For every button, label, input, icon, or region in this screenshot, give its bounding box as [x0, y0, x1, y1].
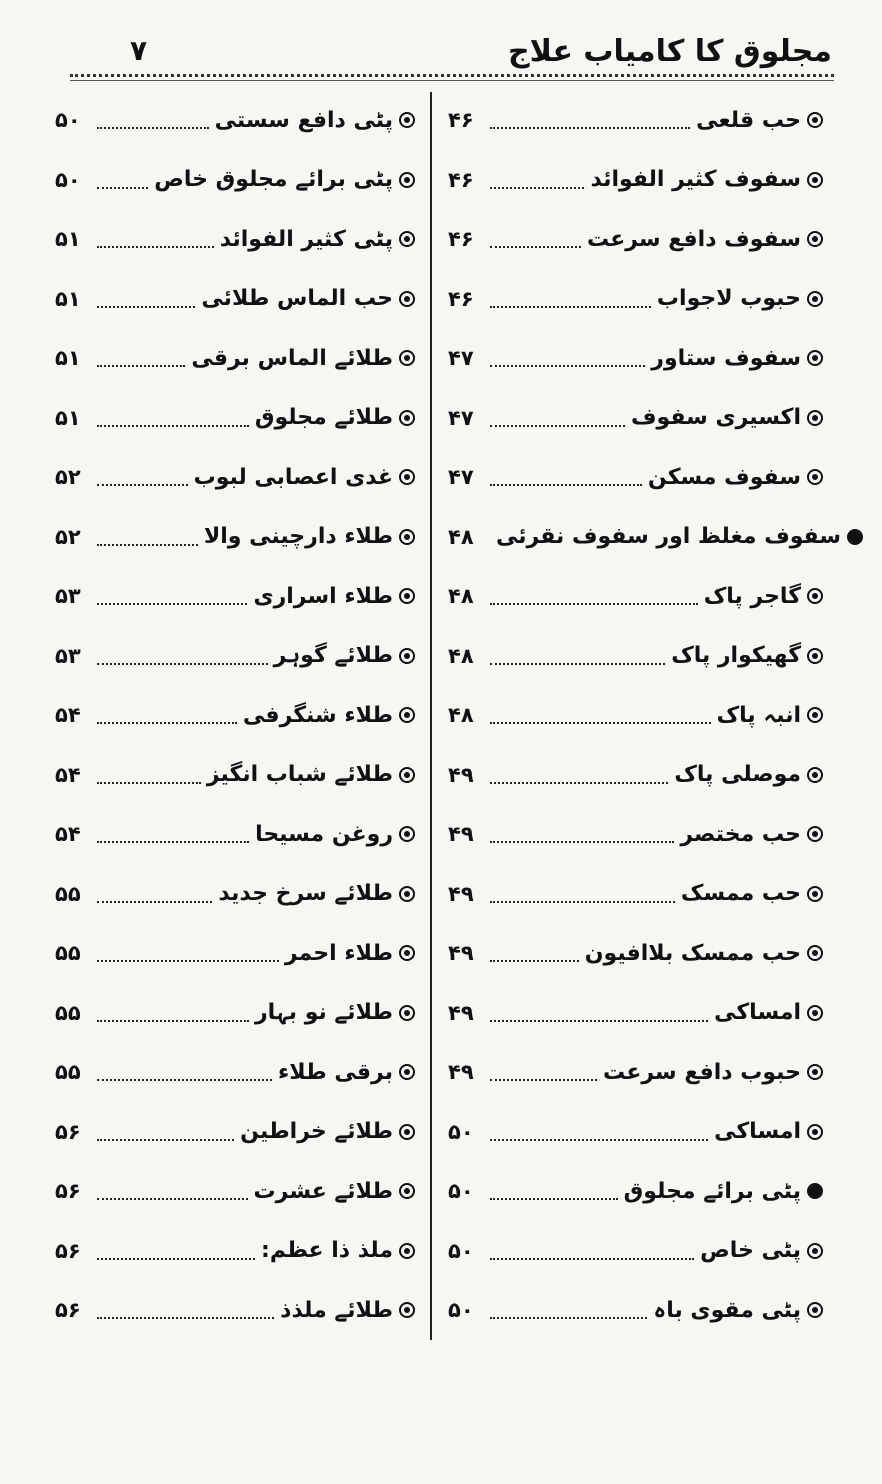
bullet-icon	[399, 350, 415, 366]
toc-page-number: ۵۶	[55, 1298, 81, 1322]
toc-entry-title: حب مختصر	[680, 821, 801, 847]
toc-page-number: ۵۲	[55, 465, 81, 489]
dot-leader	[490, 960, 579, 962]
dot-leader	[97, 960, 279, 962]
toc-entry-title: حب ممسک	[680, 881, 801, 906]
toc-entry-title: طلاء شنگرفی	[242, 702, 393, 728]
header-rule-thin	[70, 80, 834, 81]
toc-entry-title: سفوف دافع سرعت	[586, 226, 801, 252]
toc-entry	[448, 1231, 823, 1271]
dot-leader	[97, 1198, 248, 1200]
bullet-icon	[807, 1183, 823, 1199]
toc-entry	[448, 1052, 823, 1092]
bullet-icon	[807, 945, 823, 961]
dot-leader	[97, 663, 268, 665]
dot-leader	[490, 782, 668, 784]
toc-page-number: ۵۰	[448, 1179, 474, 1203]
bullet-icon	[399, 231, 415, 247]
dot-leader	[490, 306, 651, 308]
dot-leader	[490, 1020, 708, 1022]
bullet-icon	[807, 350, 823, 366]
toc-entry-title: طلائے نو بہار	[254, 1000, 393, 1025]
toc-page-number: ۵۲	[55, 524, 81, 549]
toc-entry	[55, 398, 415, 438]
toc-page-number: ۵۰	[448, 1119, 474, 1144]
toc-left-column	[55, 90, 415, 1350]
bullet-icon	[399, 291, 415, 307]
toc-page-number: ۵۱	[55, 227, 81, 251]
bullet-icon	[807, 410, 823, 426]
bullet-icon	[399, 767, 415, 783]
bullet-icon	[807, 886, 823, 902]
bullet-icon	[807, 707, 823, 723]
toc-page-number: ۴۶	[448, 167, 474, 192]
toc-entry	[55, 993, 415, 1033]
dot-leader	[490, 127, 690, 129]
toc-page-number: ۵۶	[55, 1179, 81, 1203]
toc-entry-title: غدی اعصابی لبوب	[193, 464, 393, 490]
dot-leader	[490, 603, 698, 605]
toc-page-number: ۵۶	[55, 1119, 81, 1144]
toc-entry-title: طلائے شباب انگیز	[206, 762, 393, 787]
toc-page-number: ۴۶	[448, 227, 474, 251]
toc-page-number: ۴۸	[448, 524, 474, 549]
bullet-icon	[399, 1124, 415, 1140]
toc-page-number: ۵۵	[55, 1060, 81, 1084]
toc-page-number: ۵۰	[448, 1238, 474, 1263]
bullet-icon	[807, 1243, 823, 1259]
toc-entry	[448, 1171, 823, 1211]
dot-leader	[97, 484, 188, 486]
toc-entry	[448, 219, 823, 259]
toc-page-number: ۵۰	[448, 1298, 474, 1322]
dot-leader	[490, 722, 711, 724]
column-divider	[430, 92, 432, 1340]
toc-entry	[448, 755, 823, 795]
toc-page-number: ۵۰	[55, 108, 81, 132]
bullet-icon	[807, 588, 823, 604]
bullet-icon	[399, 945, 415, 961]
bullet-icon	[399, 1183, 415, 1199]
toc-page-number: ۵۶	[55, 1238, 81, 1263]
toc-entry	[55, 1171, 415, 1211]
toc-entry-title: پٹی دافع سستی	[214, 107, 393, 133]
toc-entry	[448, 636, 823, 676]
toc-entry-title: اکسیری سفوف	[630, 405, 801, 430]
toc-entry-title: پٹی برائے مجلوق خاص	[154, 167, 393, 192]
header-rule	[70, 74, 834, 77]
toc-entry-title: سفوف کثیر الفوائد	[590, 167, 801, 192]
bullet-icon	[399, 112, 415, 128]
bullet-icon	[399, 1064, 415, 1080]
toc-entry-title: پٹی مقوی باہ	[653, 1297, 801, 1323]
dot-leader	[97, 1079, 272, 1081]
toc-entry	[55, 576, 415, 616]
dot-leader	[490, 187, 584, 189]
bullet-icon	[807, 469, 823, 485]
dot-leader	[490, 901, 675, 903]
dot-leader	[490, 1139, 708, 1141]
toc-entry-title: پٹی کثیر الفوائد	[219, 226, 393, 252]
toc-entry-title: طلاء اسراری	[253, 583, 393, 609]
bullet-icon	[807, 1124, 823, 1140]
toc-page-number: ۴۹	[448, 1000, 474, 1025]
toc-page-number: ۵۳	[55, 584, 81, 608]
bullet-icon	[399, 826, 415, 842]
toc-page-number: ۴۶	[448, 286, 474, 311]
toc-page-number: ۵۳	[55, 643, 81, 668]
toc-entry-title: ملذ ذا عظم:	[261, 1238, 393, 1263]
dot-leader	[97, 901, 212, 903]
toc-page-number: ۵۵	[55, 941, 81, 965]
toc-page-number: ۴۶	[448, 108, 474, 132]
toc-page-number: ۴۷	[448, 346, 474, 370]
toc-entry	[55, 874, 415, 914]
dot-leader	[97, 127, 209, 129]
toc-page-number: ۴۹	[448, 941, 474, 965]
toc-entry	[448, 279, 823, 319]
bullet-icon	[847, 529, 863, 545]
toc-entry	[55, 160, 415, 200]
toc-entry-title: طلائے گوہر	[273, 643, 393, 668]
bullet-icon	[399, 172, 415, 188]
dot-leader	[97, 1317, 274, 1319]
bullet-icon	[399, 1243, 415, 1259]
bullet-icon	[399, 648, 415, 664]
toc-page-number: ۵۱	[55, 346, 81, 370]
bullet-icon	[807, 231, 823, 247]
toc-entry-title: موصلی پاک	[674, 762, 801, 787]
bullet-icon	[399, 886, 415, 902]
page-header	[50, 28, 832, 88]
toc-entry	[55, 1231, 415, 1271]
dot-leader	[490, 663, 665, 665]
dot-leader	[490, 841, 674, 843]
dot-leader	[490, 246, 581, 248]
toc-entry-title: روغن مسیحا	[255, 821, 393, 847]
toc-entry-title: پٹی برائے مجلوق	[623, 1178, 801, 1204]
dot-leader	[490, 365, 645, 367]
toc-entry-title: طلائے عشرت	[253, 1178, 393, 1204]
toc-page-number: ۴۸	[448, 703, 474, 727]
dot-leader	[97, 187, 148, 189]
toc-entry-title: امساکی	[714, 1119, 801, 1144]
dot-leader	[490, 1317, 647, 1319]
toc-page-number: ۴۹	[448, 762, 474, 787]
toc-entry	[55, 933, 415, 973]
toc-entry	[55, 338, 415, 378]
toc-right-column	[448, 90, 842, 1350]
dot-leader	[97, 1258, 255, 1260]
toc-entry	[55, 219, 415, 259]
toc-entry-title: طلائے الماس برقی	[191, 345, 393, 371]
toc-page-number: ۴۷	[448, 465, 474, 489]
toc-entry	[55, 1112, 415, 1152]
bullet-icon	[807, 1064, 823, 1080]
toc-entry-title: حب ممسک بلاافیون	[584, 940, 801, 966]
toc-page-number: ۴۸	[448, 643, 474, 668]
toc-entry-title: انبہ پاک	[716, 702, 801, 728]
toc-entry	[55, 636, 415, 676]
toc-entry-title: امساکی	[714, 1000, 801, 1025]
toc-entry	[55, 755, 415, 795]
dot-leader	[490, 425, 625, 427]
toc-entry	[55, 1052, 415, 1092]
toc-entry	[448, 1112, 823, 1152]
dot-leader	[490, 1258, 694, 1260]
bullet-icon	[807, 291, 823, 307]
toc-page-number: ۵۵	[55, 881, 81, 906]
toc-entry	[55, 279, 415, 319]
toc-page-number: ۴۹	[448, 822, 474, 846]
toc-entry	[55, 457, 415, 497]
dot-leader	[97, 722, 237, 724]
dot-leader	[97, 1020, 249, 1022]
toc-entry	[448, 576, 823, 616]
dot-leader	[97, 841, 249, 843]
bullet-icon	[807, 648, 823, 664]
toc-entry	[55, 695, 415, 735]
toc-entry	[448, 933, 823, 973]
toc-entry	[448, 338, 823, 378]
dot-leader	[490, 484, 642, 486]
toc-entry-title: سفوف ستاور	[651, 345, 801, 371]
toc-entry-title: طلائے ملذذ	[280, 1297, 393, 1323]
toc-entry-title: طلائے سرخ جدید	[218, 881, 393, 906]
toc-entry	[55, 517, 415, 557]
toc-entry-title: طلائے خراطین	[240, 1119, 393, 1144]
toc-entry-title: طلاء احمر	[284, 940, 393, 966]
toc-page-number: ۴۸	[448, 584, 474, 608]
toc-entry	[55, 1290, 415, 1330]
bullet-icon	[399, 529, 415, 545]
toc-page-number: ۵۱	[55, 286, 81, 311]
bullet-icon	[399, 588, 415, 604]
toc-page-number: ۵۴	[55, 703, 81, 727]
toc-page-number: ۴۷	[448, 405, 474, 430]
toc-entry-title: حب الماس طلائی	[201, 286, 393, 311]
bullet-icon	[399, 1302, 415, 1318]
toc-page-number: ۴۹	[448, 881, 474, 906]
toc-entry	[448, 1290, 823, 1330]
dot-leader	[97, 782, 201, 784]
bullet-icon	[807, 112, 823, 128]
toc-page-number: ۵۴	[55, 822, 81, 846]
toc-entry	[448, 100, 823, 140]
toc-entry-title: حب قلعی	[696, 107, 801, 133]
toc-page-number: ۵۰	[55, 167, 81, 192]
book-title: مجلوق کا کامیاب علاج	[508, 34, 832, 69]
toc-entry-title: طلائے مجلوق	[254, 405, 393, 430]
dot-leader	[490, 1079, 597, 1081]
dot-leader	[97, 246, 214, 248]
bullet-icon	[807, 767, 823, 783]
toc-page-number: ۵۱	[55, 405, 81, 430]
toc-entry-title: پٹی خاص	[700, 1238, 801, 1263]
dot-leader	[490, 1198, 618, 1200]
toc-entry	[448, 160, 823, 200]
toc-page-number: ۵۴	[55, 762, 81, 787]
dot-leader	[97, 1139, 234, 1141]
toc-entry	[448, 457, 823, 497]
toc-entry	[448, 993, 823, 1033]
toc-entry-title: حبوب دافع سرعت	[603, 1059, 801, 1085]
bullet-icon	[807, 1302, 823, 1318]
bullet-icon	[807, 172, 823, 188]
bullet-icon	[399, 707, 415, 723]
bullet-icon	[807, 1005, 823, 1021]
dot-leader	[97, 544, 198, 546]
dot-leader	[97, 425, 249, 427]
toc-entry	[448, 695, 823, 735]
toc-entry	[448, 517, 842, 557]
toc-entry-title: سفوف مسکن	[647, 464, 801, 490]
toc-entry	[448, 874, 823, 914]
bullet-icon	[399, 410, 415, 426]
toc-entry-title: برقی طلاء	[278, 1059, 393, 1085]
dot-leader	[97, 603, 247, 605]
toc-page-number: ۵۵	[55, 1000, 81, 1025]
page-number: ۷	[130, 34, 148, 67]
toc-entry	[448, 398, 823, 438]
toc-entry	[55, 814, 415, 854]
bullet-icon	[399, 469, 415, 485]
toc-entry-title: طلاء دارچینی والا	[203, 524, 393, 549]
toc-entry-title: سفوف مغلظ اور سفوف نقرئی	[496, 524, 842, 549]
toc-entry-title: گھیکوار پاک	[671, 643, 801, 668]
toc-entry-title: حبوب لاجواب	[656, 286, 801, 311]
toc-entry	[55, 100, 415, 140]
dot-leader	[97, 306, 195, 308]
bullet-icon	[807, 826, 823, 842]
toc-page-number: ۴۹	[448, 1060, 474, 1084]
toc-entry-title: گاجر پاک	[703, 583, 801, 609]
toc-entry	[448, 814, 823, 854]
bullet-icon	[399, 1005, 415, 1021]
dot-leader	[97, 365, 185, 367]
